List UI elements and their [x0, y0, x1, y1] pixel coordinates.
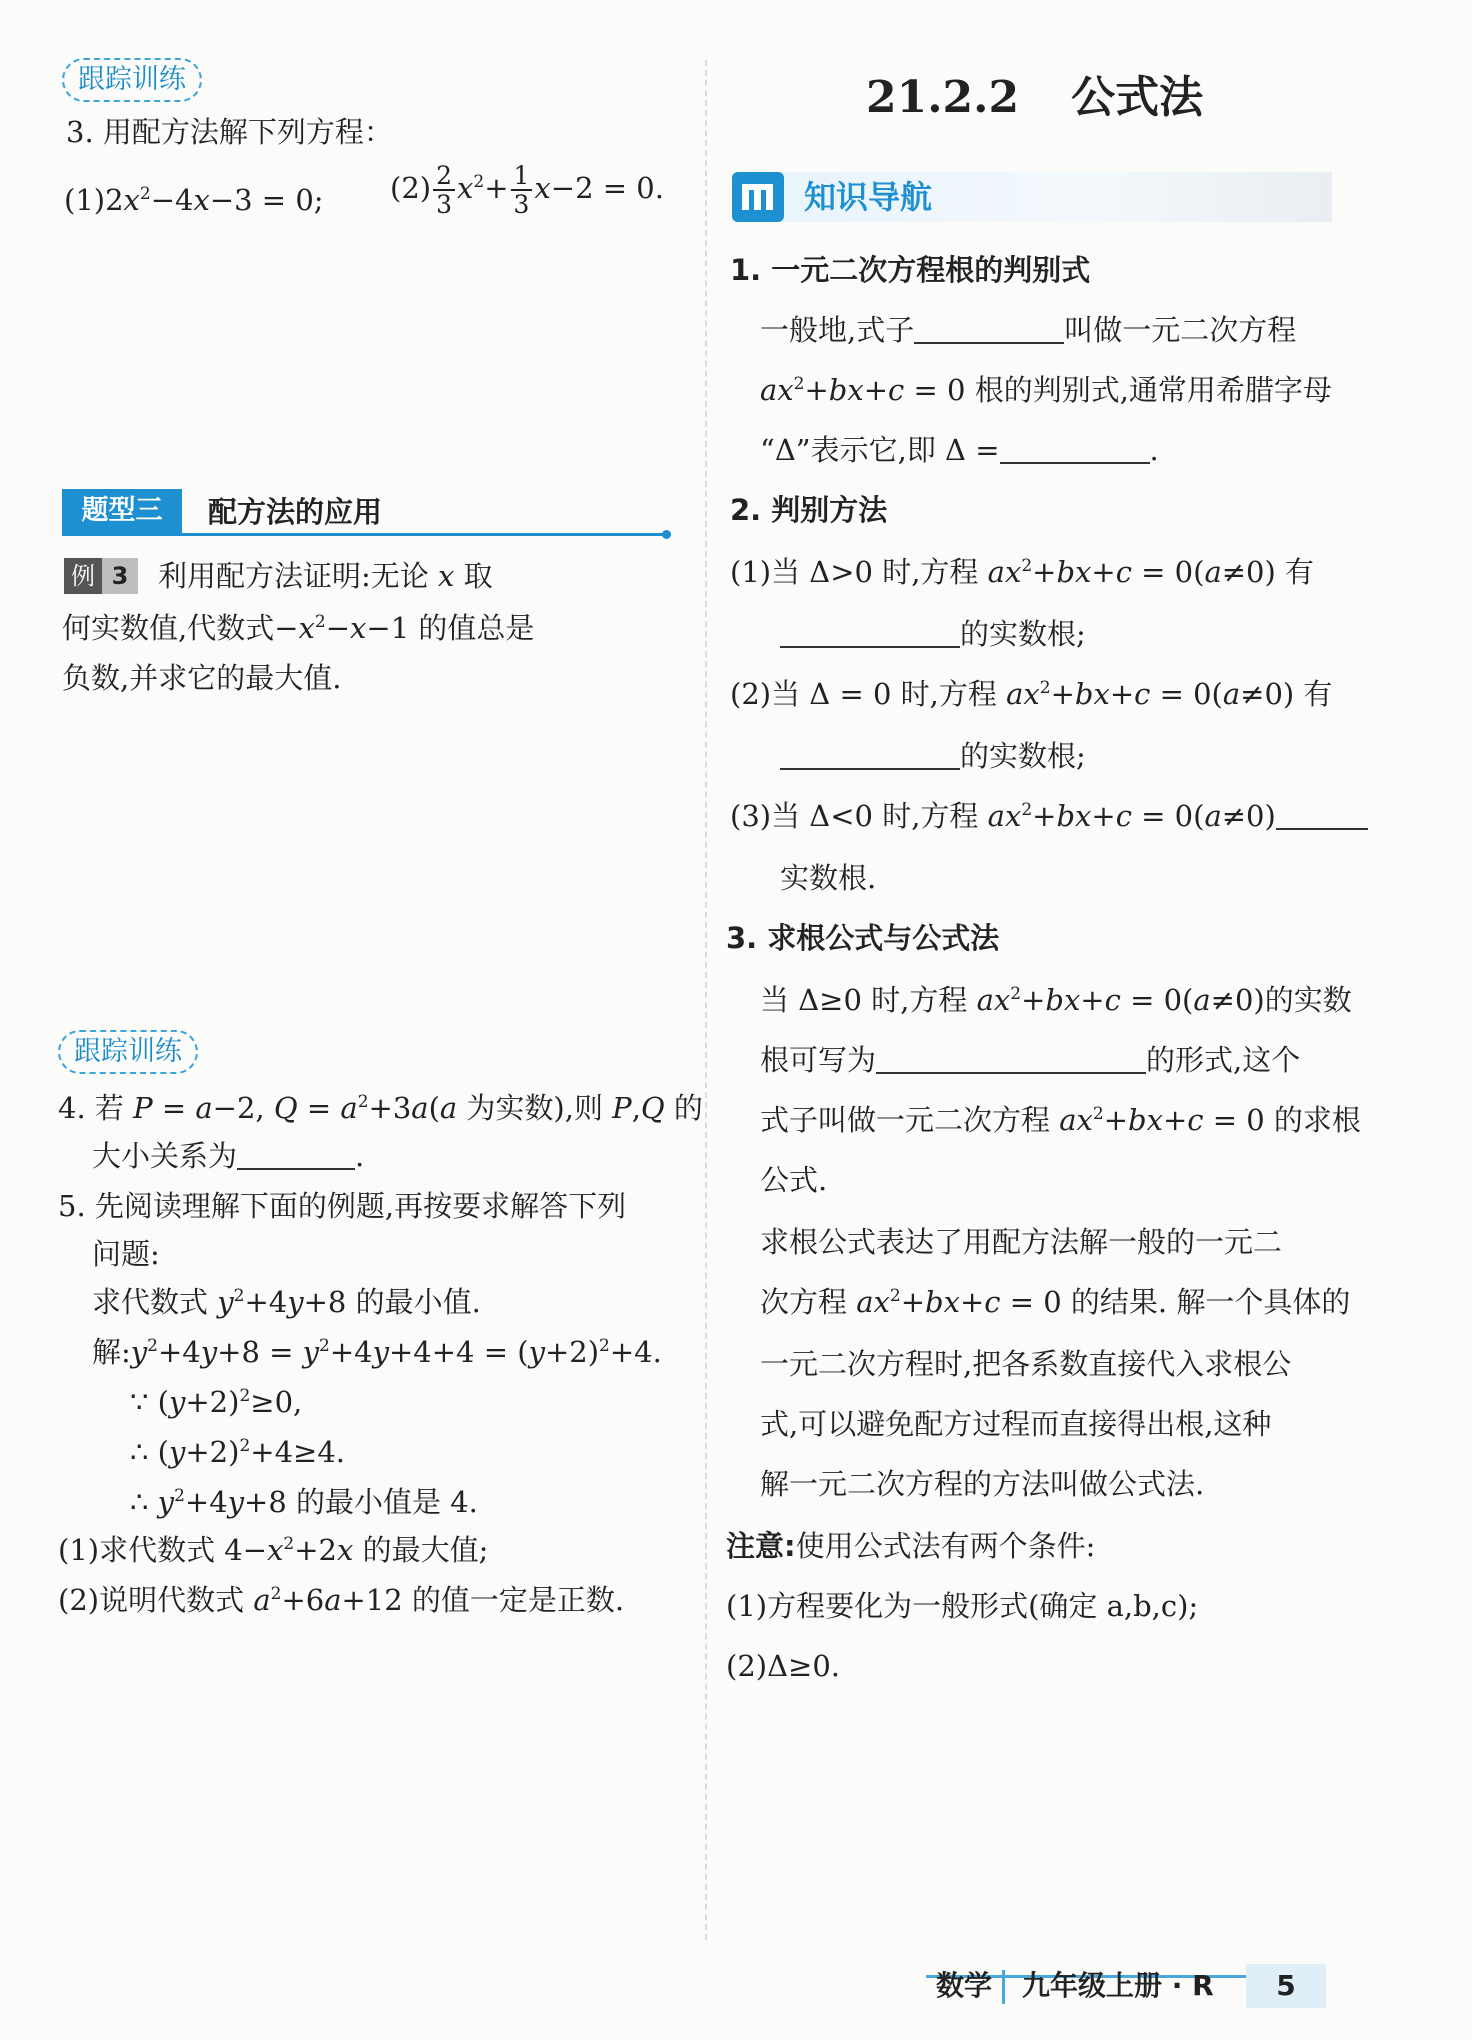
equation-3-2: (2) $\frac{2}{3}$ $x^2+$ $\frac{1}{3}$ x−2 = 0. — [390, 161, 664, 219]
para-1-line-2: $ax^2+bx+c = 0$ 根的判别式,通常用希腊字母 — [760, 373, 1332, 407]
judge-2-line-1: (2)当 Δ = 0 时,方程 $ax^2+bx+c = 0(a\ne 0)$ 有 — [730, 677, 1333, 711]
judge-1-line-2: 的实数根; — [780, 614, 1086, 654]
para-3-line-4: 公式. — [760, 1163, 828, 1197]
footer-subject: 数学 — [936, 1969, 993, 2002]
para-4-line-1: 求根公式表达了用配方法解一般的一元二 — [760, 1225, 1283, 1259]
para-4-line-5: 解一元二次方程的方法叫做公式法. — [760, 1467, 1205, 1501]
para-1-line-3: “Δ”表示它,即 Δ = . — [760, 433, 1159, 467]
note-2: (2)Δ≥0. — [726, 1649, 840, 1683]
heading-3: 3. 求根公式与公式法 — [726, 921, 1000, 955]
answer-blank[interactable] — [876, 1042, 1146, 1074]
example-number: 3 — [102, 558, 138, 594]
question-5-line-2: 问题: — [92, 1237, 160, 1271]
q5-example-statement: 求代数式 $y^2+4y+8$ 的最小值. — [92, 1285, 481, 1319]
q5-solution-line-2: ∵ $(y+2)^2\ge 0$, — [130, 1385, 303, 1419]
note-1: (1)方程要化为一般形式(确定 a,b,c); — [726, 1589, 1199, 1623]
example-tag: 例 — [64, 558, 102, 594]
q5-solution-line-4: ∴ $y^2+4y+8$ 的最小值是 4. — [130, 1485, 478, 1519]
para-3-line-2: 根可写为 的形式,这个 — [760, 1043, 1301, 1077]
note: 注意:使用公式法有两个条件: — [726, 1529, 1096, 1563]
para-4-line-4: 式,可以避免配方过程而直接得出根,这种 — [760, 1407, 1272, 1441]
answer-blank[interactable] — [1000, 432, 1150, 464]
footer-separator — [1002, 1970, 1005, 2004]
page-number: 5 — [1246, 1964, 1326, 2008]
question-3: 3. 用配方法解下列方程： — [66, 115, 393, 149]
answer-blank[interactable] — [780, 616, 960, 648]
footer-grade: 九年级上册 · R — [1022, 1969, 1214, 2002]
section-underline — [62, 533, 668, 536]
question-4-line-1: 4. 若 P = a−2, $Q = a^2+3a(a$ 为实数),则 P,Q 的 — [58, 1091, 703, 1125]
answer-blank[interactable] — [237, 1138, 355, 1170]
para-3-line-1: 当 Δ≥0 时,方程 $ax^2+bx+c = 0(a\ne 0)$的实数 — [760, 983, 1352, 1017]
heading-1: 1. 一元二次方程根的判别式 — [730, 253, 1091, 287]
example-line-2: 何实数值,代数式$-x^2-x-1$ 的值总是 — [62, 611, 535, 645]
para-4-line-2: 次方程 $ax^2+bx+c = 0$ 的结果. 解一个具体的 — [760, 1285, 1351, 1319]
nav-title: 知识导航 — [804, 178, 933, 216]
judge-3-line-2: 实数根. — [780, 861, 877, 895]
follow-up-badge-2: 跟踪训练 — [58, 1030, 198, 1074]
heading-2: 2. 判别方法 — [730, 493, 888, 527]
para-1-line-1: 一般地,式子 叫做一元二次方程 — [760, 313, 1297, 347]
question-5-line-1: 5. 先阅读理解下面的例题,再按要求解答下列 — [58, 1189, 627, 1223]
follow-up-badge: 跟踪训练 — [62, 58, 202, 102]
chapter-title: 21.2.2 公式法 — [866, 72, 1204, 123]
judge-3-line-1: (3)当 Δ<0 时,方程 $ax^2+bx+c = 0(a\ne 0)$ — [730, 796, 1368, 836]
q5-sub-1: (1)求代数式 $4-x^2+2x$ 的最大值; — [58, 1533, 489, 1567]
book-icon — [732, 172, 784, 222]
q5-solution-line-3: ∴ $(y+2)^2+4\ge 4$. — [130, 1435, 345, 1469]
q5-solution-line-1: 解$:y^2+4y+8 = y^2+4y+4+4 = (y+2)^2+4$. — [92, 1335, 662, 1369]
example-line-1: 利用配方法证明:无论 x 取 — [158, 559, 493, 593]
q5-sub-2: (2)说明代数式 $a^2+6a+12$ 的值一定是正数. — [58, 1583, 625, 1617]
column-divider — [705, 60, 707, 1940]
equation-3-1: $(1)2x^2-4x-3 = 0$; — [64, 183, 324, 217]
section-title: 配方法的应用 — [208, 495, 383, 529]
section-underline-dot — [662, 530, 671, 539]
answer-blank[interactable] — [914, 312, 1064, 344]
example-line-3: 负数,并求它的最大值. — [62, 661, 342, 695]
question-4-line-2: 大小关系为 . — [92, 1139, 365, 1173]
para-4-line-3: 一元二次方程时,把各系数直接代入求根公 — [760, 1347, 1292, 1381]
section-tag: 题型三 — [81, 495, 163, 526]
answer-blank[interactable] — [780, 738, 960, 770]
judge-2-line-2: 的实数根; — [780, 736, 1086, 776]
para-3-line-3: 式子叫做一元二次方程 $ax^2+bx+c = 0$ 的求根 — [760, 1103, 1361, 1137]
answer-blank[interactable] — [1276, 798, 1368, 830]
judge-1-line-1: (1)当 Δ>0 时,方程 $ax^2+bx+c = 0(a\ne 0)$ 有 — [730, 555, 1315, 589]
